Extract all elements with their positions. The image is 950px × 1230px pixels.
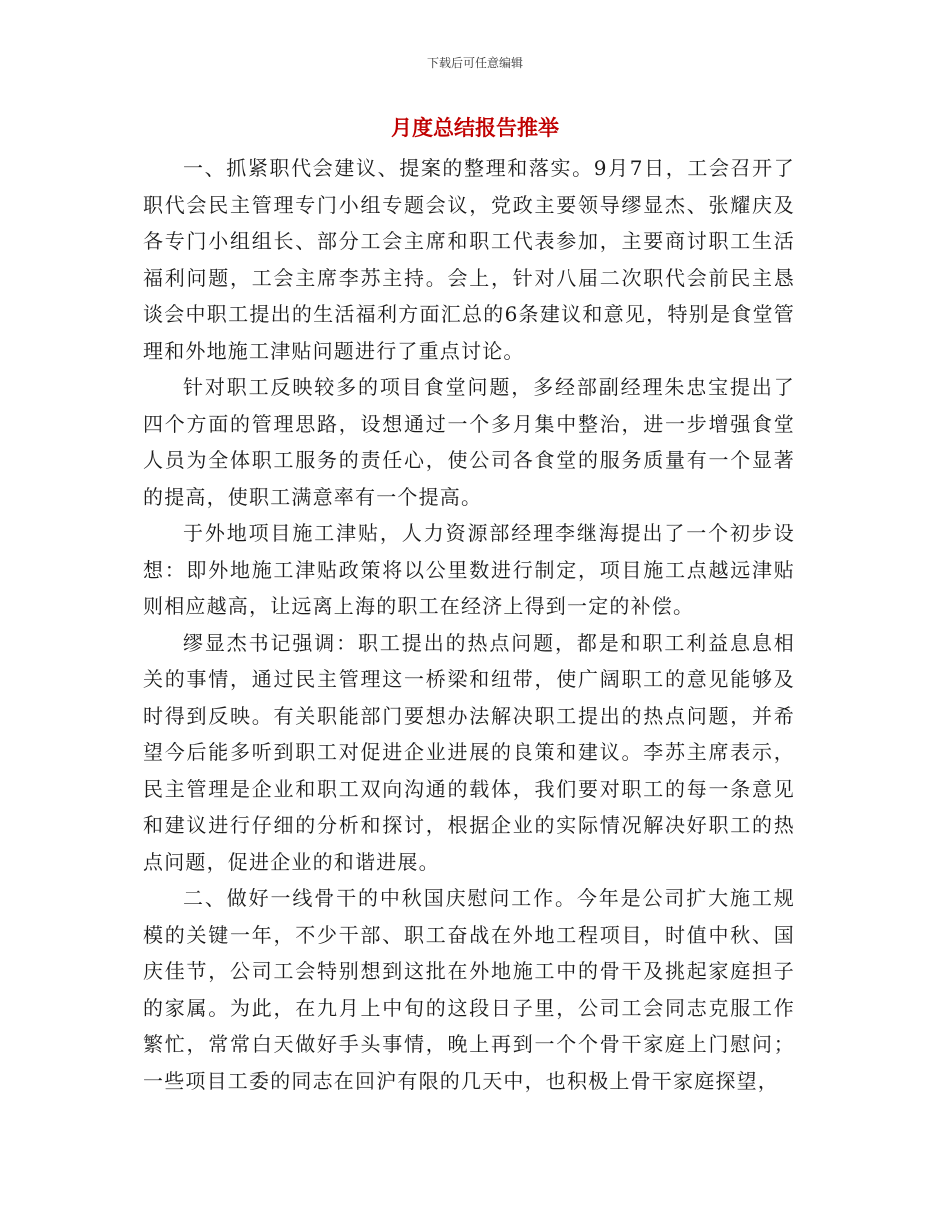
paragraph-3: 于外地项目施工津贴，人力资源部经理李继海提出了一个初步设想：即外地施工津贴政策将以公里数进行制定，项目施工点越远津贴则相应越高，让远离上海的职工在经济上得到一定的补偿。 xyxy=(143,521,795,618)
header-note: 下载后可任意编辑 xyxy=(426,56,523,70)
paragraph-4: 缪显杰书记强调：职工提出的热点问题，都是和职工利益息息相关的事情，通过民主管理这一桥梁和纽带，使广阔职工的意见能够及时得到反映。有关职能部门要想办法解决职工提出的热点问题，并希望今后能多听到职工对促进企业进展的良策和建议。李苏主席表示，民主管理是企业和职工双向沟通的载体，我们要对职工的每一条意见和建议进行仔细的分析和探讨，根据企业的实际情况解决好职工的热点问题，促进企业的和谐进展。 xyxy=(143,630,795,874)
document-title: 月度总结报告推举 xyxy=(391,116,559,140)
paragraph-2: 针对职工反映较多的项目食堂问题，多经部副经理朱忠宝提出了四个方面的管理思路，设想通过一个多月集中整治，进一步增强食堂人员为全体职工服务的责任心，使公司各食堂的服务质量有一个显著的提高，使职工满意率有一个提高。 xyxy=(143,375,795,509)
paragraph-1: 一、抓紧职代会建议、提案的整理和落实。9月7日，工会召开了职代会民主管理专门小组专题会议，党政主要领导缪显杰、张耀庆及各专门小组组长、部分工会主席和职工代表参加，主要商讨职工生活福利问题，工会主席李苏主持。会上，针对八届二次职代会前民主恳谈会中职工提出的生活福利方面汇总的6条建议和意见，特别是食堂管理和外地施工津贴问题进行了重点讨论。 xyxy=(143,156,795,363)
paragraph-5: 二、做好一线骨干的中秋国庆慰问工作。今年是公司扩大施工规模的关键一年，不少干部、职工奋战在外地工程项目，时值中秋、国庆佳节，公司工会特别想到这批在外地施工中的骨干及挑起家庭担子的家属。为此，在九月上中旬的这段日子里，公司工会同志克服工作繁忙，常常白天做好手头事情，晚上再到一个个骨干家庭上门慰问；一些项目工委的同志在回沪有限的几天中，也积极上骨干家庭探望， xyxy=(143,886,795,1093)
document-body xyxy=(143,150,795,1099)
